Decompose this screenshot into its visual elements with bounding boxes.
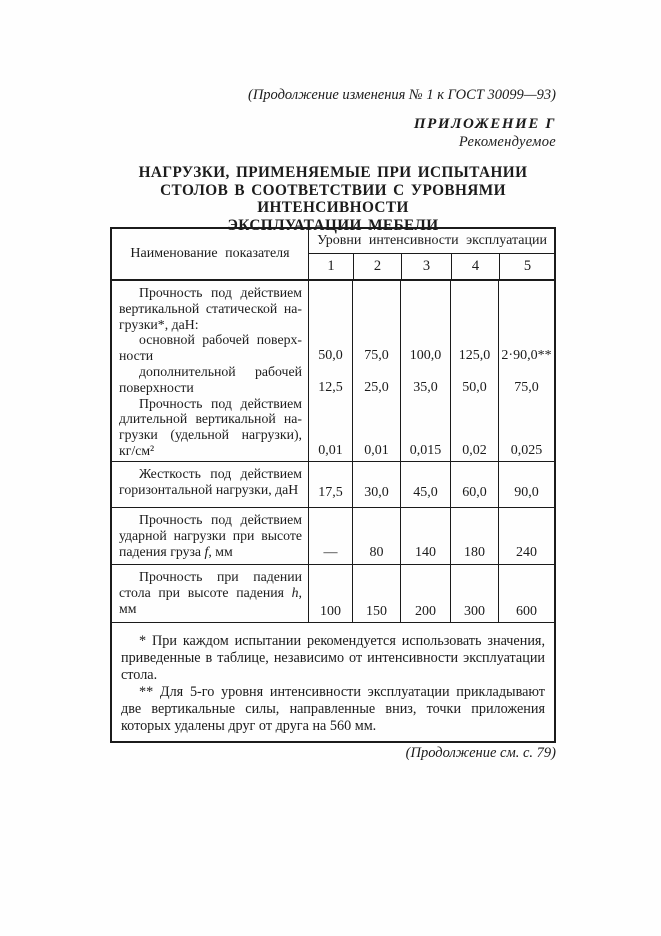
value: 12,5 bbox=[318, 380, 343, 395]
value-cell-level-4 bbox=[450, 565, 498, 622]
value-cell-level-5 bbox=[498, 281, 554, 461]
levels-header bbox=[308, 229, 555, 279]
footnote-section bbox=[112, 622, 554, 741]
value: 0,01 bbox=[364, 443, 389, 458]
value-cell-level-2 bbox=[352, 565, 400, 622]
level-column-header-5: 5 bbox=[499, 254, 555, 279]
value-cell-level-2 bbox=[352, 281, 400, 461]
value-cell-level-5 bbox=[498, 462, 554, 507]
value-cell-level-3 bbox=[400, 565, 450, 622]
table-header bbox=[112, 229, 554, 281]
level-column-header-3: 3 bbox=[401, 254, 451, 279]
value: 80 bbox=[369, 545, 384, 560]
table-row-impact-load bbox=[112, 507, 554, 564]
level-number-row bbox=[309, 254, 555, 279]
level-column-header-2: 2 bbox=[353, 254, 401, 279]
level-column-header-1: 1 bbox=[327, 258, 335, 274]
value: 0,015 bbox=[409, 443, 442, 458]
value: 0,02 bbox=[462, 443, 487, 458]
value: 30,0 bbox=[364, 485, 389, 500]
value-cell-level-5 bbox=[498, 508, 554, 564]
value-cell-level-2 bbox=[352, 462, 400, 507]
value-cell-level-1 bbox=[308, 281, 352, 461]
value: 17,5 bbox=[318, 485, 343, 500]
value-cell-level-1 bbox=[308, 565, 352, 622]
value-cell-level-4 bbox=[450, 281, 498, 461]
value: 90,0 bbox=[514, 485, 539, 500]
indicator-name-cell: Прочность под действием вертикальной статической на- грузки*, даН: основной рабочей поверх- ности дополнительной рабочей поверхности Прочность под действием длительной вертикальной на- грузки (удельной нагрузки), кг/см² bbox=[119, 285, 302, 458]
value: 100,0 bbox=[409, 348, 442, 363]
value: 35,0 bbox=[413, 380, 438, 395]
table-row-drop-strength bbox=[112, 564, 554, 622]
value-cell-level-3 bbox=[400, 462, 450, 507]
value: 150 bbox=[366, 604, 387, 619]
value-cell-level-5 bbox=[498, 565, 554, 622]
document-title bbox=[100, 164, 566, 234]
indicator-name-cell: Жесткость под действием горизонтальной нагрузки, даН bbox=[119, 466, 302, 497]
continuation-header-note: (Продолжение изменения № 1 к ГОСТ 30099—93) bbox=[247, 87, 556, 103]
value: 75,0 bbox=[364, 348, 389, 363]
value-cell-level-3 bbox=[400, 508, 450, 564]
levels-title: Уровни интенсивности эксплуатации bbox=[309, 229, 555, 254]
value: 25,0 bbox=[364, 380, 389, 395]
value-cell-level-4 bbox=[450, 508, 498, 564]
value-cell-level-3 bbox=[400, 281, 450, 461]
footnote-double-asterisk: ** Для 5-го уровня интенсивности эксплуатации прикладывают две вертикальные силы, направленные вниз, точки приложения которых удалены друг от друга на 560 мм. bbox=[121, 684, 545, 734]
table-row-vertical-static-load bbox=[112, 281, 554, 461]
variable-f: f bbox=[204, 543, 209, 559]
value: 200 bbox=[415, 604, 436, 619]
value: 140 bbox=[415, 545, 436, 560]
appendix-type-label: Рекомендуемое bbox=[458, 134, 556, 150]
value-cell-level-2 bbox=[352, 508, 400, 564]
indicator-name-cell: Прочность под действием ударной нагрузки при высоте падения груза f, мм bbox=[119, 512, 302, 559]
value: 0,01 bbox=[318, 443, 343, 458]
table-row-horizontal-stiffness bbox=[112, 461, 554, 507]
value: 600 bbox=[516, 604, 537, 619]
variable-h: h bbox=[291, 584, 299, 600]
value: 300 bbox=[464, 604, 485, 619]
value: 50,0 bbox=[462, 380, 487, 395]
value: 0,025 bbox=[510, 443, 543, 458]
value: 240 bbox=[516, 545, 537, 560]
value: 2·90,0** bbox=[501, 348, 552, 363]
title-line-2: СТОЛОВ В СООТВЕТСТВИИ С УРОВНЯМИ ИНТЕНСИВНОСТИ bbox=[160, 181, 506, 216]
value: 125,0 bbox=[458, 348, 491, 363]
loads-table bbox=[110, 227, 556, 743]
value: 75,0 bbox=[514, 380, 539, 395]
continuation-footer-note: (Продолжение см. с. 79) bbox=[405, 745, 556, 761]
indicator-name-cell: Прочность при падении стола при высоте падения h, мм bbox=[119, 569, 302, 616]
name-column-header: Наименование показателя bbox=[130, 246, 290, 261]
footnote-single-asterisk: * При каждом испытании рекомендуется использовать значения, приведенные в таблице, независимо от интенсивности эксплуатации стола. bbox=[121, 633, 545, 683]
value: 45,0 bbox=[413, 485, 438, 500]
value: 60,0 bbox=[462, 485, 487, 500]
value: — bbox=[323, 545, 338, 560]
value-cell-level-4 bbox=[450, 462, 498, 507]
appendix-label: ПРИЛОЖЕНИЕ Г bbox=[413, 116, 556, 132]
level-column-header-4: 4 bbox=[451, 254, 499, 279]
value-cell-level-1 bbox=[308, 462, 352, 507]
value: 180 bbox=[464, 545, 485, 560]
value-cell-level-1 bbox=[308, 508, 352, 564]
value: 100 bbox=[320, 604, 341, 619]
value: 50,0 bbox=[318, 348, 343, 363]
title-line-3: ЭКСПЛУАТАЦИИ МЕБЕЛИ bbox=[227, 216, 439, 234]
title-line-1: НАГРУЗКИ, ПРИМЕНЯЕМЫЕ ПРИ ИСПЫТАНИИ bbox=[138, 164, 528, 181]
